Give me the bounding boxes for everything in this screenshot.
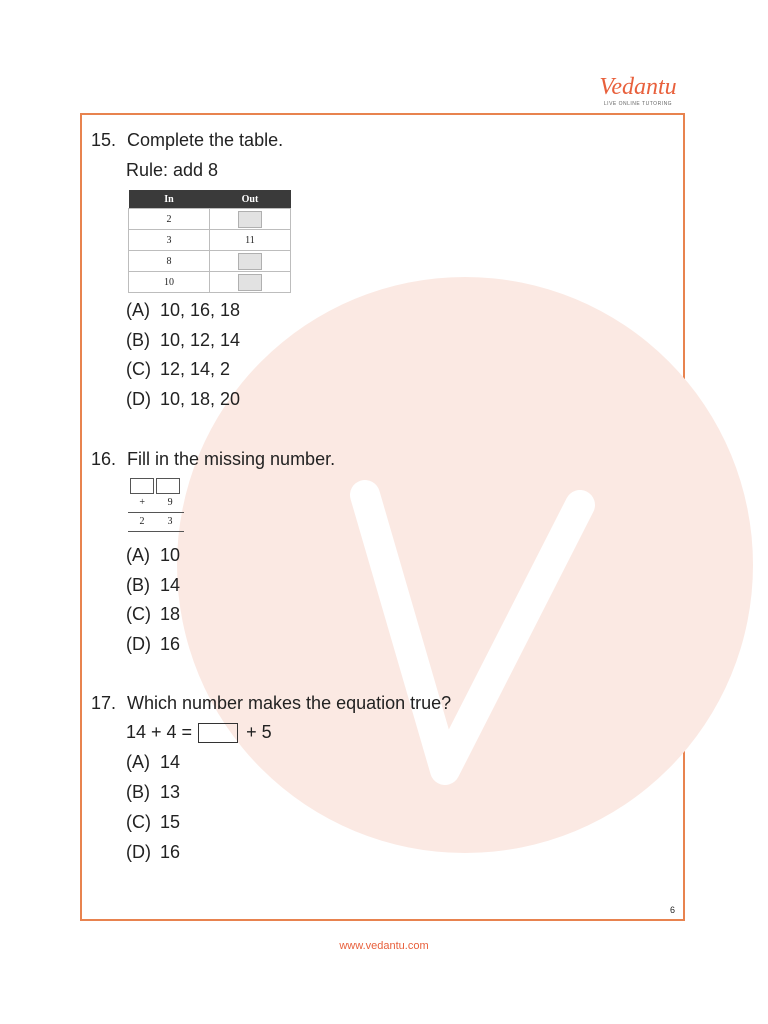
sum-digit: 3	[167, 516, 173, 527]
option-text: 16	[160, 842, 181, 862]
option-b[interactable]	[126, 781, 180, 803]
option-a[interactable]	[126, 299, 240, 321]
cell-in: 10	[129, 272, 210, 293]
question-16	[91, 448, 335, 470]
table-header-row	[129, 190, 291, 209]
question-title: Complete the table.	[127, 130, 284, 150]
option-d[interactable]	[126, 633, 180, 655]
plus-sign: +	[139, 497, 145, 508]
footer-link[interactable]: www.vedantu.com	[339, 940, 429, 952]
brand-tagline: LIVE ONLINE TUTORING	[603, 101, 673, 107]
option-letter: (C)	[126, 359, 151, 379]
option-text: 10, 18, 20	[160, 389, 241, 409]
option-letter: (A)	[126, 752, 150, 772]
table-row	[129, 251, 291, 272]
option-letter: (B)	[126, 330, 150, 350]
addend-digit: 9	[167, 497, 173, 508]
question-17	[91, 692, 451, 714]
option-text: 10, 16, 18	[160, 300, 241, 320]
in-out-table	[128, 190, 291, 293]
missing-number-boxes	[130, 478, 184, 494]
blank-box	[238, 274, 262, 291]
option-text: 13	[160, 782, 181, 802]
page-number: 6	[669, 905, 675, 915]
question-number: 16.	[91, 449, 117, 469]
addition-problem	[128, 478, 184, 532]
answer-box[interactable]	[198, 723, 238, 743]
option-text: 10, 12, 14	[160, 330, 241, 350]
cell-in: 2	[129, 209, 210, 230]
table-row	[129, 272, 291, 293]
question-title: Which number makes the equation true?	[127, 693, 452, 713]
option-c[interactable]	[126, 358, 230, 380]
sum-row	[128, 513, 184, 530]
question-number: 15.	[91, 130, 117, 150]
option-c[interactable]	[126, 811, 180, 833]
equation-left: 14 + 4 =	[126, 722, 193, 742]
page-frame	[80, 113, 685, 921]
option-text: 18	[160, 604, 181, 624]
option-letter: (D)	[126, 842, 151, 862]
option-a[interactable]	[126, 751, 180, 773]
digit-box	[130, 478, 154, 494]
option-c[interactable]	[126, 603, 180, 625]
column-header-in: In	[129, 190, 210, 209]
option-d[interactable]	[126, 388, 240, 410]
option-letter: (D)	[126, 634, 151, 654]
option-text: 15	[160, 812, 181, 832]
option-letter: (A)	[126, 545, 150, 565]
sum-digit: 2	[139, 516, 145, 527]
equation-right: + 5	[246, 722, 272, 742]
addend-row	[128, 494, 184, 511]
blank-box	[238, 211, 262, 228]
table-row	[129, 209, 291, 230]
option-letter: (A)	[126, 300, 150, 320]
question-15	[91, 129, 283, 151]
sum-line	[128, 531, 184, 532]
table-row	[129, 230, 291, 251]
option-text: 14	[160, 752, 181, 772]
option-text: 12, 14, 2	[160, 359, 231, 379]
option-b[interactable]	[126, 574, 180, 596]
option-letter: (C)	[126, 812, 151, 832]
option-d[interactable]	[126, 841, 180, 863]
option-letter: (C)	[126, 604, 151, 624]
option-letter: (D)	[126, 389, 151, 409]
equation	[126, 721, 272, 743]
cell-out: 11	[210, 230, 291, 251]
option-text: 16	[160, 634, 181, 654]
option-letter: (B)	[126, 575, 150, 595]
cell-in: 8	[129, 251, 210, 272]
digit-box	[156, 478, 180, 494]
option-text: 14	[160, 575, 181, 595]
option-b[interactable]	[126, 329, 240, 351]
cell-out	[210, 209, 291, 230]
option-text: 10	[160, 545, 181, 565]
option-a[interactable]	[126, 544, 180, 566]
cell-out	[210, 251, 291, 272]
watermark-logo-icon	[160, 265, 760, 865]
rule-text: Rule: add 8	[126, 160, 219, 180]
question-number: 17.	[91, 693, 117, 713]
cell-in: 3	[129, 230, 210, 251]
question-title: Fill in the missing number.	[127, 449, 336, 469]
brand-name: Vedantu	[599, 74, 677, 100]
cell-out	[210, 272, 291, 293]
option-letter: (B)	[126, 782, 150, 802]
column-header-out: Out	[210, 190, 291, 209]
blank-box	[238, 253, 262, 270]
vedantu-logo	[592, 74, 684, 108]
